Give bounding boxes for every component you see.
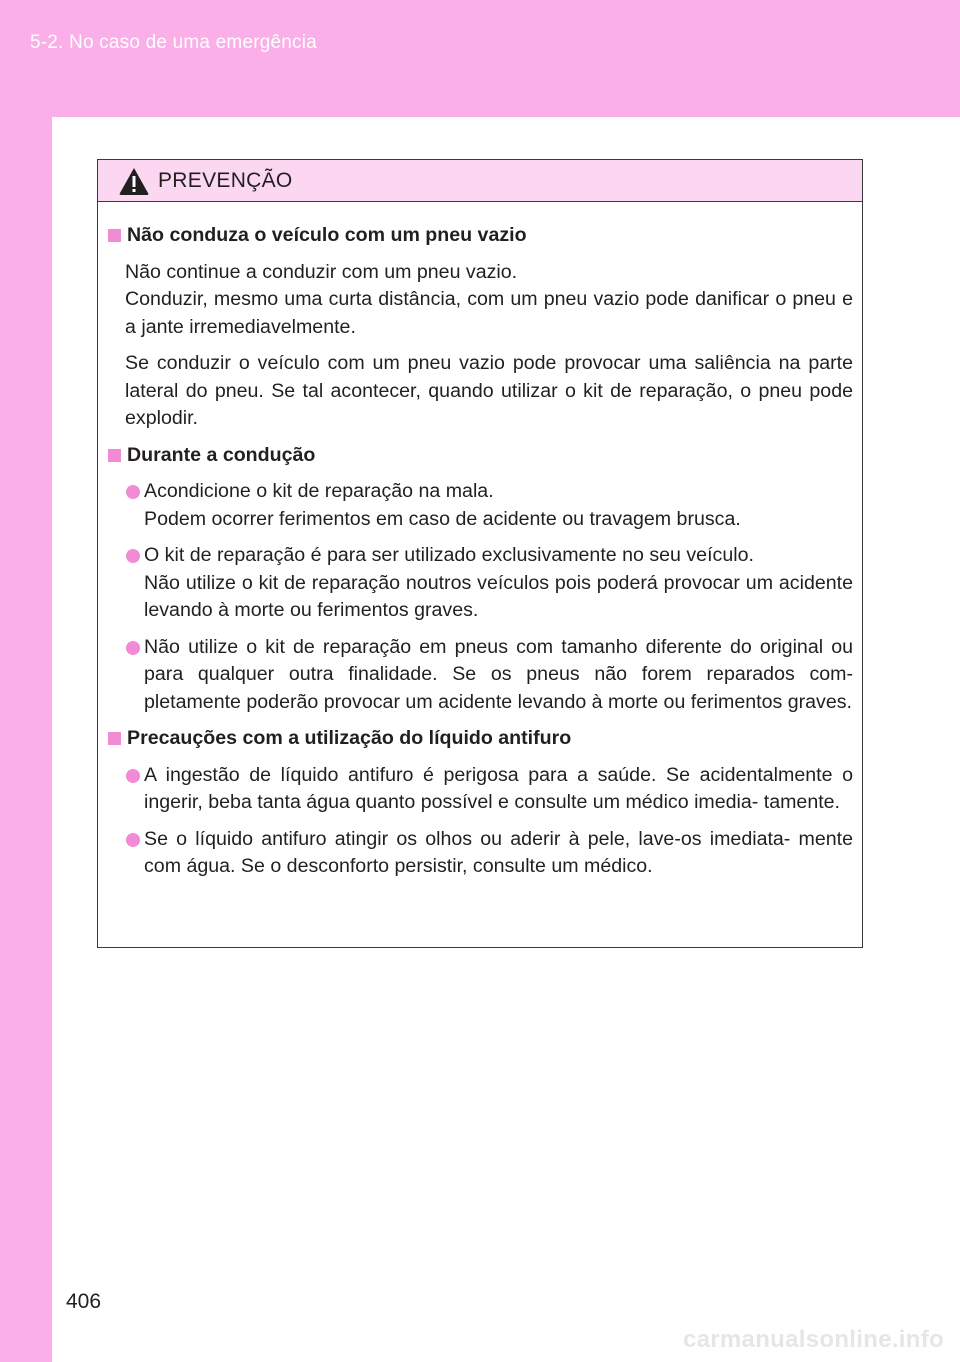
circle-bullet-icon (126, 769, 140, 783)
watermark: carmanualsonline.info (682, 1326, 944, 1353)
bullet-item: O kit de reparação é para ser utilizado exclusivamente no seu veículo. Não utilize o kit de reparação noutros veículos pois poderá provocar um acidente levando à morte ou ferimentos graves. (107, 542, 853, 625)
side-band (0, 117, 52, 1362)
page-number: 406 (66, 1290, 102, 1313)
circle-bullet-icon (126, 485, 140, 499)
circle-bullet-icon (126, 641, 140, 655)
square-bullet-icon (108, 732, 121, 745)
section-heading: Não conduza o veículo com um pneu vazio (107, 222, 853, 250)
bullet-item: Se o líquido antifuro atingir os olhos ou aderir à pele, lave-os imediata- mente com água. Se o desconforto persistir, consulte um médico. (107, 826, 853, 881)
warning-triangle-icon (118, 166, 150, 196)
caution-title: PREVENÇÃO (158, 169, 293, 192)
section-heading: Precauções com a utilização do líquido antifuro (107, 725, 853, 753)
circle-bullet-icon (126, 833, 140, 847)
circle-bullet-icon (126, 549, 140, 563)
paragraph: Se conduzir o veículo com um pneu vazio pode provocar uma saliência na parte lateral do pneu. Se tal acontecer, quando utilizar o kit de reparação, o pneu pode explodir. (125, 352, 853, 429)
caution-content (98, 202, 862, 881)
section-title: 5-2. No caso de uma emergência (30, 32, 317, 53)
square-bullet-icon (108, 229, 121, 242)
section-heading: Durante a condução (107, 442, 853, 470)
bullet-item: Não utilize o kit de reparação em pneus com tamanho diferente do original ou para qualquer outra finalidade. Se os pneus não forem reparados com- pletamente poderão provocar um acidente levando à morte ou ferimentos graves. (107, 634, 853, 717)
bullet-item: A ingestão de líquido antifuro é perigosa para a saúde. Se acidentalmente o ingerir, beba tanta água quanto possível e consulte um médico imedia- tamente. (107, 762, 853, 817)
header-band (0, 0, 960, 117)
paragraph: Não continue a conduzir com um pneu vazio. Conduzir, mesmo uma curta distância, com um pneu vazio pode danificar o pneu e a jante irremediavelmente. (125, 260, 853, 338)
square-bullet-icon (108, 449, 121, 462)
caution-header (98, 160, 862, 202)
caution-box (97, 159, 863, 948)
bullet-item: Acondicione o kit de reparação na mala. Podem ocorrer ferimentos em caso de acidente ou travagem brusca. (107, 478, 853, 533)
